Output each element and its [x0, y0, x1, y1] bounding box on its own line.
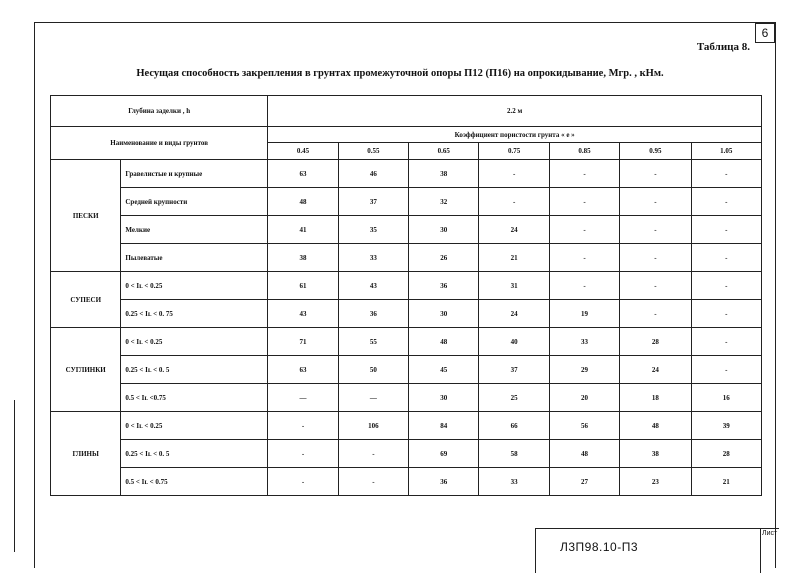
value-cell: 38: [409, 160, 479, 188]
page-number: 6: [755, 23, 775, 43]
value-cell: 31: [479, 272, 549, 300]
value-cell: -: [691, 328, 761, 356]
value-cell: 48: [268, 188, 338, 216]
soil-type-label: 0 < Iʟ < 0.25: [121, 328, 268, 356]
value-cell: 30: [409, 300, 479, 328]
value-cell: -: [268, 412, 338, 440]
depth-value: 2.2 м: [268, 96, 762, 127]
value-cell: 37: [338, 188, 408, 216]
value-cell: 55: [338, 328, 408, 356]
value-cell: 63: [268, 160, 338, 188]
value-cell: 71: [268, 328, 338, 356]
coef-header-cell: 0.85: [549, 143, 619, 160]
value-cell: 33: [479, 468, 549, 496]
sheet-label: Лист: [762, 530, 778, 537]
value-cell: 50: [338, 356, 408, 384]
value-cell: 48: [409, 328, 479, 356]
value-cell: 28: [620, 328, 691, 356]
value-cell: 48: [549, 440, 619, 468]
value-cell: 84: [409, 412, 479, 440]
value-cell: 38: [268, 244, 338, 272]
value-cell: —: [268, 384, 338, 412]
value-cell: -: [268, 468, 338, 496]
soil-label: Наименование и виды грунтов: [51, 127, 268, 160]
value-cell: 27: [549, 468, 619, 496]
value-cell: -: [620, 244, 691, 272]
value-cell: -: [549, 216, 619, 244]
value-cell: 45: [409, 356, 479, 384]
value-cell: 41: [268, 216, 338, 244]
value-cell: -: [620, 160, 691, 188]
value-cell: 29: [549, 356, 619, 384]
value-cell: -: [620, 188, 691, 216]
value-cell: -: [268, 440, 338, 468]
value-cell: 36: [409, 272, 479, 300]
value-cell: 28: [691, 440, 761, 468]
value-cell: —: [338, 384, 408, 412]
soil-type-label: 0.5 < Iʟ <0.75: [121, 384, 268, 412]
value-cell: 46: [338, 160, 408, 188]
table-row: [51, 300, 762, 328]
value-cell: 24: [479, 300, 549, 328]
soil-type-label: 0.25 < Iʟ < 0. 75: [121, 300, 268, 328]
coef-header-cell: 0.55: [338, 143, 408, 160]
value-cell: 25: [479, 384, 549, 412]
soil-group-name: ГЛИНЫ: [51, 412, 121, 496]
value-cell: 33: [338, 244, 408, 272]
bearing-capacity-table: [50, 95, 762, 496]
value-cell: -: [338, 468, 408, 496]
value-cell: -: [620, 216, 691, 244]
value-cell: 106: [338, 412, 408, 440]
value-cell: 43: [338, 272, 408, 300]
value-cell: 18: [620, 384, 691, 412]
table-row: [51, 216, 762, 244]
soil-type-label: 0.25 < Iʟ < 0. 5: [121, 440, 268, 468]
value-cell: -: [549, 244, 619, 272]
soil-type-label: 0.25 < Iʟ < 0. 5: [121, 356, 268, 384]
value-cell: 36: [338, 300, 408, 328]
value-cell: 40: [479, 328, 549, 356]
table-title: Несущая способность закрепления в грунтах промежуточной опоры П12 (П16) на опрокидывание, Мгр. , кНм.: [136, 68, 664, 79]
table-row: [51, 272, 762, 300]
value-cell: 39: [691, 412, 761, 440]
value-cell: -: [691, 188, 761, 216]
table-row: [51, 188, 762, 216]
margin-binding-line: [14, 400, 15, 552]
value-cell: -: [338, 440, 408, 468]
value-cell: 37: [479, 356, 549, 384]
soil-type-label: Мелкие: [121, 216, 268, 244]
soil-type-label: Пылеватые: [121, 244, 268, 272]
soil-group-name: СУГЛИНКИ: [51, 328, 121, 412]
value-cell: -: [691, 300, 761, 328]
soil-type-label: 0 < Iʟ < 0.25: [121, 272, 268, 300]
value-cell: 48: [620, 412, 691, 440]
value-cell: -: [479, 188, 549, 216]
soil-type-label: 0 < Iʟ < 0.25: [121, 412, 268, 440]
value-cell: 36: [409, 468, 479, 496]
coef-label: Коэффициент пористости грунта « е »: [268, 127, 762, 143]
value-cell: -: [549, 160, 619, 188]
table-row: [51, 244, 762, 272]
value-cell: -: [691, 216, 761, 244]
value-cell: 30: [409, 384, 479, 412]
table-row: [51, 412, 762, 440]
table-label: Таблица 8.: [696, 41, 750, 53]
soil-type-label: 0.5 < Iʟ < 0.75: [121, 468, 268, 496]
coef-header-cell: 0.65: [409, 143, 479, 160]
table-row: [51, 160, 762, 188]
coef-header-cell: 0.45: [268, 143, 338, 160]
value-cell: 63: [268, 356, 338, 384]
value-cell: -: [549, 188, 619, 216]
soil-type-label: Гравелистые и крупные: [121, 160, 268, 188]
value-cell: 20: [549, 384, 619, 412]
value-cell: 21: [691, 468, 761, 496]
value-cell: -: [691, 160, 761, 188]
value-cell: 32: [409, 188, 479, 216]
soil-group-name: СУПЕСИ: [51, 272, 121, 328]
value-cell: 38: [620, 440, 691, 468]
value-cell: 35: [338, 216, 408, 244]
document-code: Л3П98.10-П3: [560, 540, 638, 554]
value-cell: 19: [549, 300, 619, 328]
value-cell: -: [620, 300, 691, 328]
value-cell: -: [691, 272, 761, 300]
table-row: [51, 328, 762, 356]
table-row: [51, 384, 762, 412]
table-row: [51, 468, 762, 496]
table-row: [51, 356, 762, 384]
value-cell: 24: [479, 216, 549, 244]
value-cell: 61: [268, 272, 338, 300]
soil-group-name: ПЕСКИ: [51, 160, 121, 272]
value-cell: -: [691, 356, 761, 384]
value-cell: 16: [691, 384, 761, 412]
value-cell: 56: [549, 412, 619, 440]
value-cell: -: [479, 160, 549, 188]
value-cell: 26: [409, 244, 479, 272]
table-row: [51, 440, 762, 468]
value-cell: -: [620, 272, 691, 300]
value-cell: 24: [620, 356, 691, 384]
coef-header-cell: 0.95: [620, 143, 691, 160]
soil-type-label: Средней крупности: [121, 188, 268, 216]
value-cell: 30: [409, 216, 479, 244]
value-cell: 33: [549, 328, 619, 356]
value-cell: 43: [268, 300, 338, 328]
value-cell: 21: [479, 244, 549, 272]
value-cell: 69: [409, 440, 479, 468]
value-cell: 66: [479, 412, 549, 440]
coef-header-cell: 0.75: [479, 143, 549, 160]
depth-label: Глубина заделки , h: [51, 96, 268, 127]
value-cell: 23: [620, 468, 691, 496]
value-cell: -: [691, 244, 761, 272]
value-cell: 58: [479, 440, 549, 468]
coef-header-cell: 1.05: [691, 143, 761, 160]
value-cell: -: [549, 272, 619, 300]
